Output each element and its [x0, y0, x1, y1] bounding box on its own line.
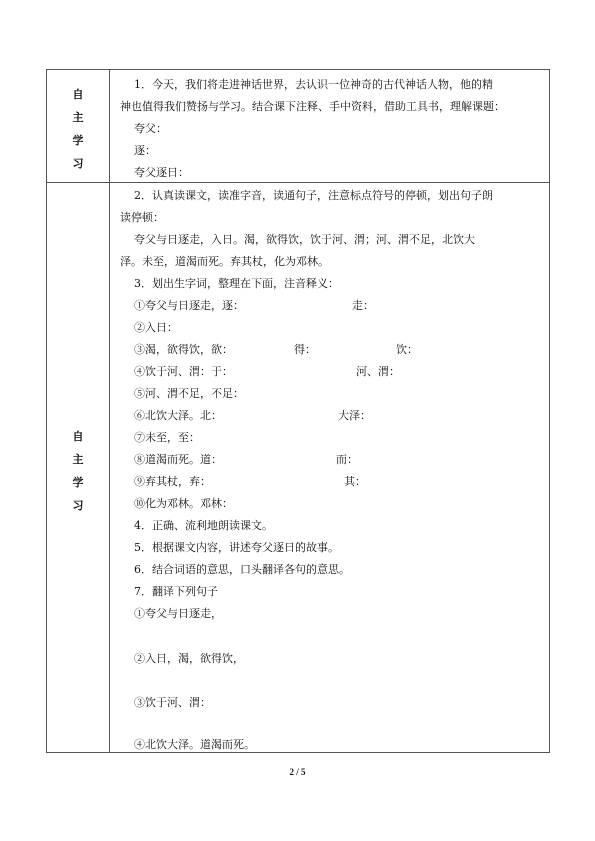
vocab-item: ④饮于河、渭：于： 河、渭：	[134, 365, 400, 378]
passage-line: 泽。未至，道渴而死。弃其杖，化为邓林。	[120, 255, 329, 268]
question-1-line: 1．今天，我们将走进神话世界，去认识一位神奇的古代神话人物，他的精	[134, 78, 493, 91]
table-row	[47, 183, 550, 753]
vocab-item: ③渴，欲得饮，欲： 得： 饮：	[134, 343, 418, 356]
passage-line: 夸父与日逐走，入日。渴，欲得饮，饮于河、渭；河、渭不足，北饮大	[134, 233, 475, 246]
label-char: 主	[72, 452, 84, 466]
term-zhu: 逐：	[134, 144, 156, 157]
vocab-item: ⑩化为邓林。邓林：	[134, 497, 233, 510]
label-char: 习	[72, 498, 84, 512]
vocab-item: ⑥北饮大泽。北： 大泽：	[134, 409, 371, 422]
translate-item: ④北饮大泽。道渴而死。	[134, 738, 255, 751]
section-label-2	[47, 183, 110, 753]
section-content-2	[110, 183, 550, 753]
translate-item: ③饮于河、渭：	[134, 696, 211, 709]
section-content-1	[110, 70, 550, 183]
label-char: 习	[72, 157, 84, 170]
section-label-1	[47, 70, 110, 183]
label-char: 学	[72, 134, 84, 147]
worksheet-table	[46, 69, 550, 753]
translate-item: ②入日，渴，欲得饮，	[134, 652, 244, 665]
task-line: 6．结合词语的意思，口头翻译各句的意思。	[134, 563, 350, 576]
vocab-item: ⑦未至，至：	[134, 431, 200, 444]
task-line: 7．翻译下列句子	[134, 585, 218, 598]
table-row	[47, 70, 550, 183]
page-number: 2 / 5	[289, 767, 306, 777]
task-line: 4．正确、流利地朗读课文。	[134, 519, 273, 532]
question-1-line: 神也值得我们赞扬与学习。结合课下注释、手中资料，借助工具书，理解课题：	[120, 100, 505, 113]
question-2-line: 2．认真读课文，读准字音，读通句子，注意标点符号的停顿，划出句子朗	[134, 189, 493, 202]
vocab-item: ②入日：	[134, 321, 178, 334]
term-kuafu: 夸父：	[134, 122, 167, 135]
vocab-item: ⑧道渴而死。道： 而：	[134, 453, 358, 466]
term-kuafu-zhuri: 夸父逐日：	[134, 166, 189, 179]
label-char: 学	[72, 475, 84, 489]
question-3-line: 3．划出生字词，整理在下面，注音释义：	[134, 277, 339, 290]
label-char: 自	[72, 429, 84, 443]
question-2-line: 读停顿：	[120, 211, 164, 224]
vocab-item: ⑨弃其杖，弃： 其：	[134, 475, 366, 488]
vocab-item: ⑤河、渭不足，不足：	[134, 387, 244, 400]
label-char: 自	[72, 88, 84, 101]
vocab-item: ①夸父与日逐走，逐： 走：	[134, 299, 374, 312]
label-char: 主	[72, 111, 84, 124]
task-line: 5．根据课文内容，讲述夸父逐日的故事。	[134, 541, 339, 554]
translate-item: ①夸父与日逐走，	[134, 607, 222, 620]
